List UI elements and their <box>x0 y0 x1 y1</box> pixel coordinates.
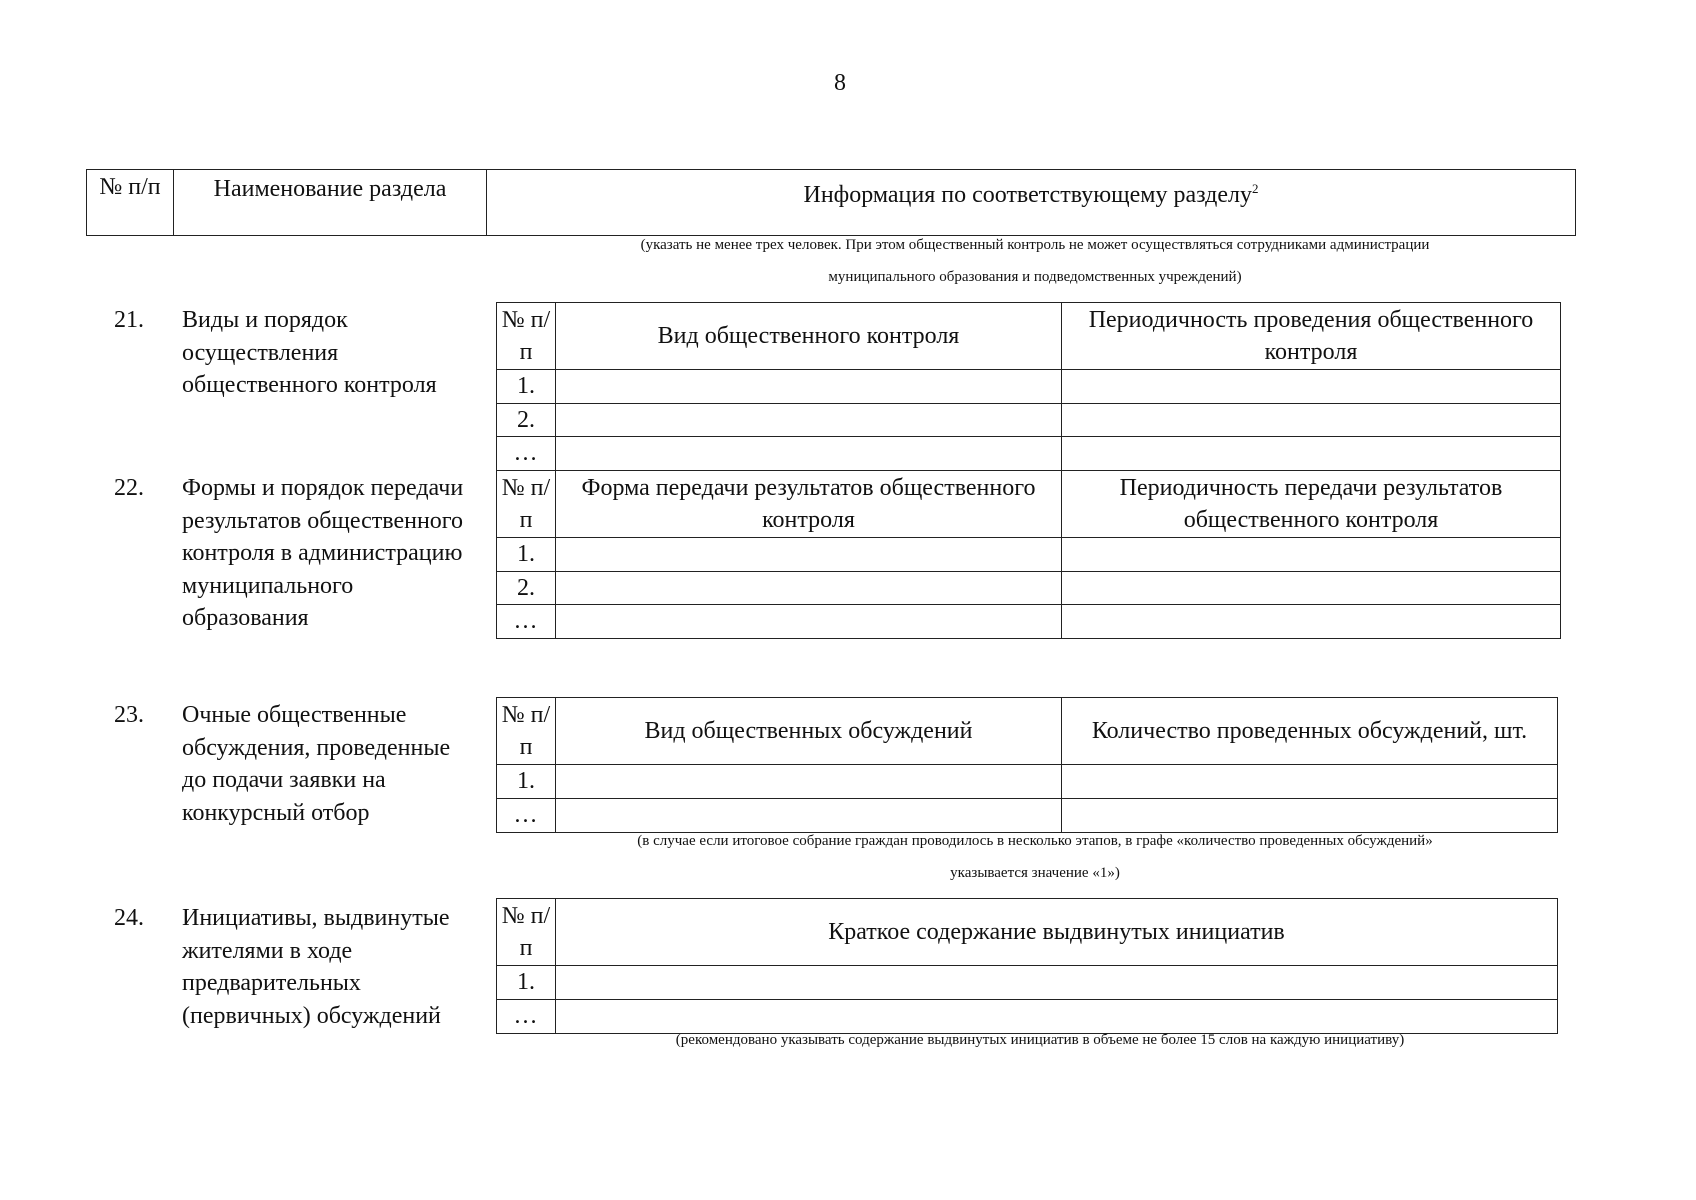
row-number: 1. <box>497 966 556 1000</box>
note-top-line2: муниципального образования и подведомственных учреждений) <box>828 269 1242 285</box>
row-number: 1. <box>497 538 556 572</box>
table-row <box>497 370 1561 404</box>
header-col-info-label: Информация по соответствующему разделу <box>803 182 1252 208</box>
section-21-number: 21. <box>114 307 144 333</box>
section-21-name: Виды и порядок осуществления общественного контроля <box>182 307 437 398</box>
empty-cell[interactable] <box>556 798 1062 832</box>
table-row <box>497 798 1558 832</box>
empty-cell[interactable] <box>556 966 1558 1000</box>
page-number: 8 <box>834 70 846 96</box>
empty-cell[interactable] <box>1062 403 1561 437</box>
s21-col-type: Вид общественного контроля <box>556 303 1062 370</box>
row-number: 2. <box>497 571 556 605</box>
row-number: … <box>497 605 556 639</box>
s21-col-number: № п/п <box>497 303 556 370</box>
empty-cell[interactable] <box>1062 370 1561 404</box>
section-22-table <box>496 470 1561 639</box>
row-number: 2. <box>497 403 556 437</box>
empty-cell[interactable] <box>556 538 1062 572</box>
section-24-name: Инициативы, выдвинутые жителями в ходе предварительных (первичных) обсуждений <box>182 905 450 1029</box>
empty-cell[interactable] <box>556 437 1062 471</box>
empty-cell[interactable] <box>556 571 1062 605</box>
section-23-number: 23. <box>114 702 144 728</box>
section-22-number: 22. <box>114 475 144 501</box>
s22-col-number: № п/п <box>497 471 556 538</box>
row-number: … <box>497 999 556 1033</box>
s24-col-number: № п/п <box>497 899 556 966</box>
row-number: 1. <box>497 765 556 799</box>
s23-col-type: Вид общественных обсуждений <box>556 698 1062 765</box>
section-24-table <box>496 898 1558 1034</box>
table-row <box>497 605 1561 639</box>
s23-col-count: Количество проведенных обсуждений, шт. <box>1062 698 1558 765</box>
empty-cell[interactable] <box>1062 605 1561 639</box>
section-23-note-line2: указывается значение «1») <box>950 865 1120 881</box>
s24-col-summary: Краткое содержание выдвинутых инициатив <box>556 899 1558 966</box>
s23-col-number: № п/п <box>497 698 556 765</box>
row-number: … <box>497 437 556 471</box>
empty-cell[interactable] <box>556 765 1062 799</box>
empty-cell[interactable] <box>556 999 1558 1033</box>
header-table <box>86 169 1576 236</box>
section-22-name: Формы и порядок передачи результатов общественного контроля в администрацию муниципального образования <box>182 475 464 631</box>
row-number: 1. <box>497 370 556 404</box>
empty-cell[interactable] <box>556 403 1062 437</box>
table-row <box>497 999 1558 1033</box>
empty-cell[interactable] <box>1062 765 1558 799</box>
section-24-number: 24. <box>114 905 144 931</box>
empty-cell[interactable] <box>556 370 1062 404</box>
empty-cell[interactable] <box>1062 798 1558 832</box>
header-col-number: № п/п <box>87 170 174 236</box>
note-top-line1: (указать не менее трех человек. При этом общественный контроль не может осуществляться сотрудниками администрации <box>640 237 1430 253</box>
table-row <box>497 571 1561 605</box>
table-row <box>497 538 1561 572</box>
section-24-note: (рекомендовано указывать содержание выдвинутых инициатив в объеме не более 15 слов на каждую инициативу) <box>675 1032 1405 1048</box>
table-row <box>497 765 1558 799</box>
section-23-note-line1: (в случае если итоговое собрание граждан проводилось в несколько этапов, в графе «количество проведенных обсуждений» <box>637 833 1433 849</box>
section-23-name: Очные общественные обсуждения, проведенные до подачи заявки на конкурсный отбор <box>182 702 451 826</box>
section-23-table <box>496 697 1558 833</box>
s22-col-frequency: Периодичность передачи результатов общественного контроля <box>1062 471 1561 538</box>
empty-cell[interactable] <box>1062 437 1561 471</box>
empty-cell[interactable] <box>556 605 1062 639</box>
empty-cell[interactable] <box>1062 538 1561 572</box>
s22-col-form: Форма передачи результатов общественного контроля <box>556 471 1062 538</box>
header-col-section-name: Наименование раздела <box>174 170 487 236</box>
empty-cell[interactable] <box>1062 571 1561 605</box>
header-col-info <box>487 170 1576 236</box>
section-21-table <box>496 302 1561 471</box>
row-number: … <box>497 798 556 832</box>
s21-col-frequency: Периодичность проведения общественного контроля <box>1062 303 1561 370</box>
table-row <box>497 966 1558 1000</box>
table-row <box>497 403 1561 437</box>
footnote-marker: 2 <box>1252 181 1259 196</box>
table-row <box>497 437 1561 471</box>
